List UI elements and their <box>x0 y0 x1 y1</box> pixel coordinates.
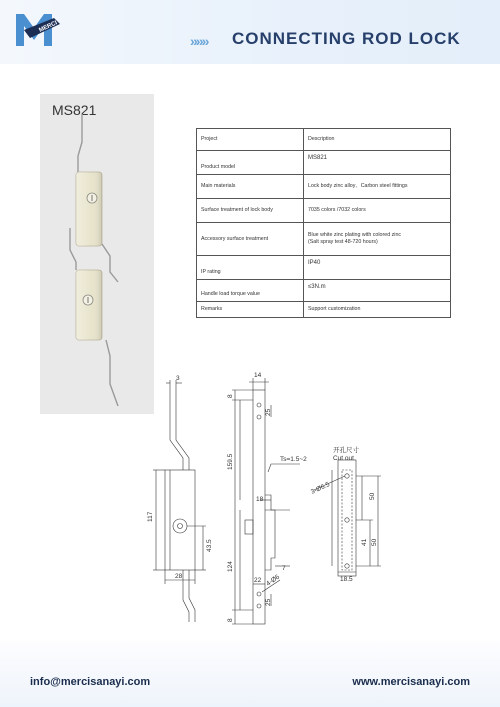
dim-43-5: 43.5 <box>206 539 213 552</box>
spec-value: Lock body zinc alloy、Carbon steel fittings <box>304 175 451 199</box>
spec-value: IP40 <box>304 256 451 280</box>
dim-25-top: 25 <box>265 408 272 416</box>
footer-band <box>0 640 500 707</box>
dim-18-5: 18.5 <box>340 576 353 583</box>
ts-label: Ts=1.5~2 <box>280 456 307 463</box>
spec-label: Main materials <box>197 175 304 199</box>
accessory-line-1: Blue white zinc plating with colored zinc <box>308 232 402 239</box>
mount-hole <box>257 403 261 407</box>
page-title: CONNECTING ROD LOCK <box>232 29 461 48</box>
cutout-title-cn: 开孔尺寸 <box>333 447 359 454</box>
spec-label: Accessory surface treatment <box>197 223 304 256</box>
spec-label: IP rating <box>197 256 304 280</box>
dim-25-bot: 25 <box>265 598 272 606</box>
spec-value: Description <box>304 129 451 151</box>
spec-value: MS821 <box>304 151 451 175</box>
hole-label: 4-Ø6 <box>265 573 281 588</box>
dim-8-bot: 8 <box>227 618 234 622</box>
spec-value: Support customization <box>304 302 451 318</box>
dim-18: 18 <box>256 496 264 503</box>
dim-159-5: 159.5 <box>227 453 234 470</box>
spec-label: Surface treatment of lock body <box>197 199 304 223</box>
keyhole-icon <box>173 519 187 533</box>
dim-8-top: 8 <box>227 394 234 398</box>
dim-7: 7 <box>282 565 286 572</box>
dim-3: 3 <box>176 375 180 382</box>
lock-body-front <box>165 470 195 570</box>
spec-value: ≤3N.m <box>304 280 451 302</box>
product-model-label: MS821 <box>52 102 97 118</box>
logo-text: MERCI <box>38 20 59 34</box>
mounting-bar <box>253 390 265 624</box>
dim-41: 41 <box>361 538 368 546</box>
cutout-hole <box>345 474 349 478</box>
dim-14: 14 <box>254 372 262 379</box>
contact-email[interactable]: info@mercisanayi.com <box>30 676 151 688</box>
dim-28: 28 <box>175 573 183 580</box>
spec-label: Handle load torque value <box>197 280 304 302</box>
spec-value: 7035 colors /7032 colors <box>304 199 451 223</box>
spec-label: Remarks <box>197 302 304 318</box>
arrows-icon: »»» <box>190 33 208 49</box>
dim-50-a: 50 <box>369 492 376 500</box>
accessory-line-2: (Salt spray test 48-720 hours) <box>308 239 378 245</box>
dim-50-b: 50 <box>371 538 378 546</box>
dim-117: 117 <box>147 511 154 522</box>
spec-label: Project <box>197 129 304 151</box>
cutout-holes: 3-Ø6.5 <box>309 481 331 496</box>
spec-label: Product model <box>197 151 304 175</box>
dim-124: 124 <box>227 561 234 572</box>
website-link[interactable]: www.mercisanayi.com <box>352 676 470 688</box>
cutout-title-en: Cut out <box>333 455 354 462</box>
dim-22: 22 <box>254 577 262 584</box>
latch-tab <box>245 520 253 534</box>
